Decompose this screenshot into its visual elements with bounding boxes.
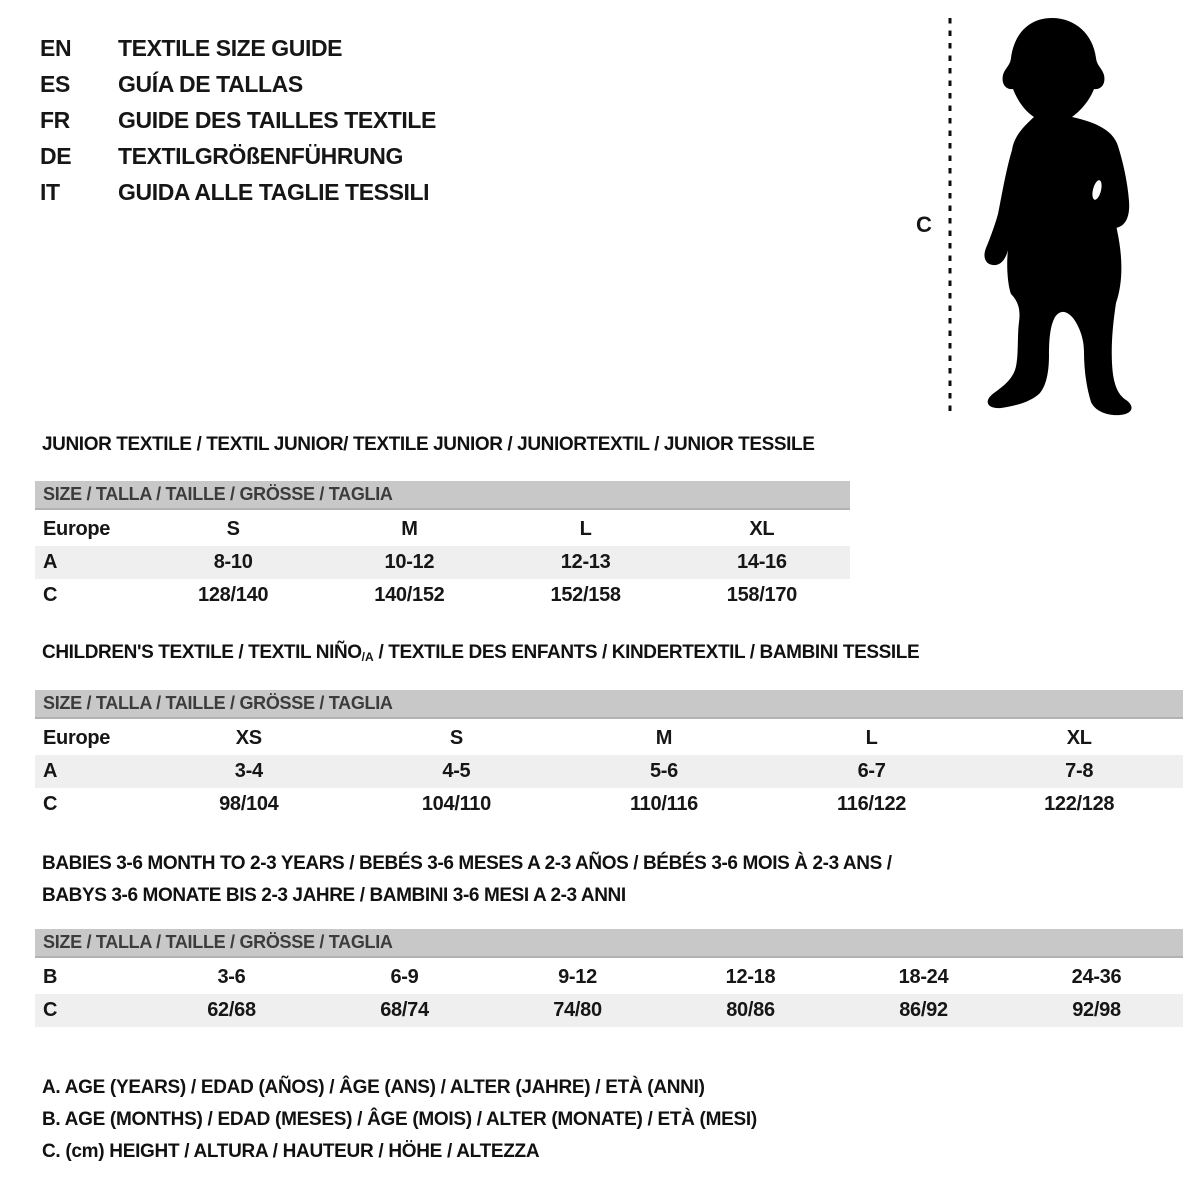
junior-age-value: 10-12 [384, 551, 435, 573]
language-title-en: TEXTILE SIZE GUIDE [118, 34, 343, 61]
junior-size-table [35, 481, 850, 612]
junior-height-value: 128/140 [198, 584, 269, 606]
language-title-block [40, 30, 436, 210]
babies-height-value: 74/80 [553, 999, 602, 1021]
children-europe-label: Europe [43, 727, 111, 749]
babies-months-value: 24-36 [1071, 966, 1122, 988]
babies-height-value: 86/92 [899, 999, 948, 1021]
children-size-m: M [655, 727, 673, 749]
children-age-value: 3-4 [234, 760, 263, 782]
children-age-value: 7-8 [1065, 760, 1094, 782]
junior-size-m: M [401, 518, 418, 540]
children-height-row [35, 788, 1183, 821]
babies-months-row [35, 961, 1183, 994]
children-section-heading [42, 642, 919, 664]
children-size-xl: XL [1066, 727, 1092, 749]
babies-height-row-label: C [43, 999, 58, 1021]
children-age-value: 5-6 [649, 760, 678, 782]
children-heading-sub: /A [361, 650, 374, 664]
junior-height-value: 158/170 [726, 584, 797, 606]
junior-height-value: 152/158 [550, 584, 621, 606]
babies-height-value: 62/68 [207, 999, 256, 1021]
babies-months-value: 3-6 [217, 966, 246, 988]
children-age-value: 4-5 [442, 760, 471, 782]
language-title-it: GUIDA ALLE TAGLIE TESSILI [118, 178, 430, 205]
children-height-value: 98/104 [219, 793, 279, 815]
language-title-fr: GUIDE DES TAILLES TEXTILE [118, 106, 436, 133]
children-heading-post: / TEXTILE DES ENFANTS / KINDERTEXTIL / BAMBINI TESSILE [373, 642, 920, 663]
junior-height-value: 140/152 [374, 584, 445, 606]
junior-age-value: 14-16 [737, 551, 787, 573]
junior-age-value: 8-10 [213, 551, 253, 573]
babies-months-value: 18-24 [898, 966, 949, 988]
language-code-en: EN [40, 34, 72, 61]
language-code-it: IT [40, 178, 60, 205]
language-code-es: ES [40, 70, 70, 97]
toddler-figure [900, 16, 1145, 420]
language-row-fr [40, 102, 436, 138]
footnote-age-months: B. AGE (MONTHS) / EDAD (MESES) / ÂGE (MOIS) / ALTER (MONATE) / ETÀ (MESI) [42, 1109, 757, 1130]
children-age-value: 6-7 [857, 760, 886, 782]
language-code-fr: FR [40, 106, 70, 133]
children-height-value: 116/122 [837, 793, 907, 815]
babies-months-row-label: B [43, 966, 58, 988]
children-size-xs: XS [235, 727, 262, 749]
children-height-value: 122/128 [1044, 793, 1115, 815]
footnote-age-years: A. AGE (YEARS) / EDAD (AÑOS) / ÂGE (ANS) / ALTER (JAHRE) / ETÀ (ANNI) [42, 1077, 705, 1098]
babies-height-value: 80/86 [726, 999, 775, 1021]
junior-height-row-label: C [43, 584, 58, 606]
language-row-de [40, 138, 436, 174]
children-age-row [35, 755, 1183, 788]
children-size-l: L [865, 727, 878, 749]
children-height-value: 104/110 [421, 793, 491, 815]
junior-europe-label: Europe [43, 518, 111, 540]
babies-height-row [35, 994, 1183, 1027]
babies-heading-line1: BABIES 3-6 MONTH TO 2-3 YEARS / BEBÉS 3-6 MESES A 2-3 AÑOS / BÉBÉS 3-6 MOIS À 2-3 ANS / [42, 853, 892, 874]
babies-size-header-bar: SIZE / TALLA / TAILLE / GRÖSSE / TAGLIA [35, 929, 1183, 958]
junior-size-xl: XL [749, 518, 775, 540]
babies-section-heading [42, 848, 892, 912]
babies-size-table [35, 929, 1183, 1027]
children-europe-row [35, 722, 1183, 755]
babies-heading-line2: BABYS 3-6 MONATE BIS 2-3 JAHRE / BAMBINI 3-6 MESI A 2-3 ANNI [42, 885, 626, 906]
children-size-s: S [449, 727, 463, 749]
toddler-silhouette-icon [984, 18, 1131, 415]
height-measure-label: C [916, 212, 932, 237]
junior-size-header-bar: SIZE / TALLA / TAILLE / GRÖSSE / TAGLIA [35, 481, 850, 510]
language-code-de: DE [40, 142, 72, 169]
junior-height-row [35, 579, 850, 612]
children-size-header-bar: SIZE / TALLA / TAILLE / GRÖSSE / TAGLIA [35, 690, 1183, 719]
junior-age-value: 12-13 [560, 551, 611, 573]
language-row-es [40, 66, 436, 102]
children-height-row-label: C [43, 793, 58, 815]
language-title-es: GUÍA DE TALLAS [118, 70, 303, 97]
footnote-height-cm: C. (cm) HEIGHT / ALTURA / HAUTEUR / HÖHE / ALTEZZA [42, 1141, 540, 1162]
babies-months-value: 6-9 [390, 966, 419, 988]
footnotes-block [42, 1072, 757, 1168]
babies-height-value: 68/74 [380, 999, 429, 1021]
babies-months-value: 9-12 [558, 966, 597, 988]
language-title-de: TEXTILGRÖßENFÜHRUNG [118, 142, 403, 169]
children-age-row-label: A [43, 760, 58, 782]
junior-section-heading: JUNIOR TEXTILE / TEXTIL JUNIOR/ TEXTILE JUNIOR / JUNIORTEXTIL / JUNIOR TESSILE [42, 434, 815, 455]
language-row-en [40, 30, 436, 66]
babies-months-value: 12-18 [725, 966, 776, 988]
children-heading-pre: CHILDREN'S TEXTILE / TEXTIL NIÑO [42, 642, 362, 663]
children-size-table [35, 690, 1183, 821]
junior-europe-row [35, 513, 850, 546]
junior-size-s: S [226, 518, 240, 540]
babies-height-value: 92/98 [1072, 999, 1121, 1021]
junior-age-row [35, 546, 850, 579]
junior-size-l: L [579, 518, 592, 540]
language-row-it [40, 174, 436, 210]
junior-age-row-label: A [43, 551, 58, 573]
children-height-value: 110/116 [629, 793, 698, 815]
